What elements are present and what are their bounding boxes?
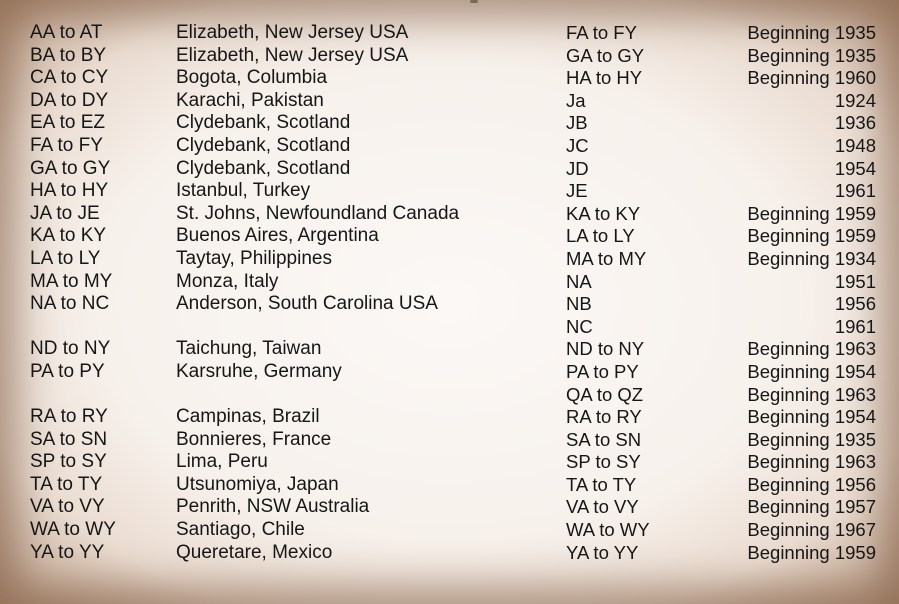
serial-prefix-range: JA to JE (30, 202, 100, 224)
start-year: Beginning 1959 (747, 202, 876, 224)
date-row (566, 519, 876, 542)
factory-location: St. Johns, Newfoundland Canada (176, 202, 460, 224)
serial-prefix-range: HA to HY (30, 180, 109, 202)
factory-location: Elizabeth, New Jersey USA (176, 44, 409, 66)
location-row (30, 158, 500, 181)
start-year: 1961 (834, 315, 876, 337)
serial-prefix-range: SP to SY (566, 451, 641, 473)
start-year: 1956 (834, 293, 876, 315)
factory-location: Clydebank, Scotland (176, 112, 351, 134)
serial-prefix-range: FA to FY (30, 134, 103, 156)
location-row (30, 361, 500, 384)
factory-location: Monza, Italy (176, 270, 279, 292)
start-year: 1936 (834, 112, 876, 134)
start-year: Beginning 1963 (747, 338, 876, 360)
start-year: Beginning 1959 (747, 541, 876, 563)
serial-prefix-range: QA to QZ (566, 383, 644, 405)
serial-prefix-range: KA to KY (30, 225, 107, 247)
location-row (30, 519, 500, 542)
date-row (566, 271, 876, 294)
serial-prefix-range: MA to MY (566, 247, 647, 269)
serial-prefix-range: GA to GY (566, 44, 645, 66)
serial-prefix-range: JC (566, 134, 589, 156)
start-year: Beginning 1963 (747, 383, 876, 405)
start-year: Beginning 1954 (747, 360, 876, 382)
location-row (30, 112, 500, 135)
location-row (30, 135, 500, 158)
factory-location: Penrith, NSW Australia (176, 496, 370, 518)
serial-prefix-range: RA to RY (30, 406, 108, 428)
factory-location: Clydebank, Scotland (176, 157, 351, 179)
serial-prefix-range: CA to CY (30, 67, 109, 89)
serial-prefix-range: SP to SY (30, 451, 107, 473)
serial-prefix-range: SA to SN (566, 428, 642, 450)
serial-prefix-range: TA to TY (30, 473, 103, 495)
factory-location: Lima, Peru (176, 451, 268, 473)
location-row (30, 474, 500, 497)
location-row (30, 45, 500, 68)
serial-prefix-range: RA to RY (566, 406, 642, 428)
serial-prefix-range: GA to GY (30, 157, 111, 179)
serial-prefix-range: LA to LY (30, 247, 101, 269)
serial-prefix-range: JB (566, 112, 588, 134)
serial-prefix-range: PA to PY (30, 360, 105, 382)
start-year: Beginning 1954 (747, 406, 876, 428)
factory-location: Buenos Aires, Argentina (176, 225, 379, 247)
serial-prefix-range: WA to WY (566, 519, 650, 541)
date-row (566, 22, 876, 45)
serial-prefix-range: HA to HY (566, 67, 643, 89)
date-row (566, 45, 876, 68)
date-row (566, 135, 876, 158)
spacer-row (30, 384, 500, 407)
factory-location: Karsruhe, Germany (176, 360, 342, 382)
serial-prefix-range: LA to LY (566, 225, 635, 247)
serial-prefix-range: YA to YY (30, 541, 105, 563)
location-row (30, 271, 500, 294)
date-row (566, 406, 876, 429)
spacer-row (30, 316, 500, 339)
date-row (566, 203, 876, 226)
ink-smudge (470, 0, 478, 3)
factory-location: Bonnieres, France (176, 428, 332, 450)
serial-prefix-range: NC (566, 315, 593, 337)
location-row (30, 203, 500, 226)
factory-location: Anderson, South Carolina USA (176, 293, 438, 315)
date-row (566, 384, 876, 407)
location-row (30, 225, 500, 248)
date-row (566, 451, 876, 474)
serial-prefix-range: BA to BY (30, 44, 107, 66)
start-year: Beginning 1967 (747, 519, 876, 541)
factory-location: Istanbul, Turkey (176, 180, 311, 202)
serial-dates-column (566, 22, 876, 564)
location-row (30, 22, 500, 45)
start-year: 1954 (834, 157, 876, 179)
start-year: Beginning 1956 (747, 473, 876, 495)
serial-prefix-range: EA to EZ (30, 112, 105, 134)
location-row (30, 90, 500, 113)
factory-location: Campinas, Brazil (176, 406, 320, 428)
factory-location: Elizabeth, New Jersey USA (176, 22, 409, 43)
factory-location: Santiago, Chile (176, 519, 305, 541)
serial-prefix-range: FA to FY (566, 22, 637, 43)
date-row (566, 67, 876, 90)
date-row (566, 361, 876, 384)
factory-location: Clydebank, Scotland (176, 134, 351, 156)
serial-prefix-range: AA to AT (30, 22, 103, 43)
date-row (566, 429, 876, 452)
date-row (566, 316, 876, 339)
location-row (30, 496, 500, 519)
start-year: Beginning 1963 (747, 451, 876, 473)
serial-prefix-range: JE (566, 180, 588, 202)
start-year: Beginning 1934 (747, 247, 876, 269)
date-row (566, 225, 876, 248)
date-row (566, 542, 876, 565)
date-row (566, 180, 876, 203)
start-year: Beginning 1935 (747, 428, 876, 450)
date-row (566, 112, 876, 135)
serial-prefix-range: NA (566, 270, 592, 292)
serial-prefix-range: Ja (566, 89, 586, 111)
factory-location: Queretare, Mexico (176, 541, 333, 563)
date-row (566, 496, 876, 519)
date-row (566, 158, 876, 181)
factory-location: Taytay, Philippines (176, 247, 332, 269)
serial-prefix-range: ND to NY (566, 338, 645, 360)
serial-prefix-range: ND to NY (30, 338, 111, 360)
serial-prefix-range: DA to DY (30, 89, 109, 111)
location-row (30, 451, 500, 474)
location-row (30, 542, 500, 565)
serial-prefix-range: YA to YY (566, 541, 639, 563)
serial-prefix-range: NA to NC (30, 293, 110, 315)
factory-location: Utsunomiya, Japan (176, 473, 339, 495)
serial-prefix-range: VA to VY (566, 496, 639, 518)
start-year: Beginning 1935 (747, 44, 876, 66)
start-year: Beginning 1960 (747, 67, 876, 89)
serial-prefix-range: NB (566, 293, 592, 315)
start-year: Beginning 1957 (747, 496, 876, 518)
date-row (566, 90, 876, 113)
location-row (30, 180, 500, 203)
start-year: 1948 (834, 134, 876, 156)
start-year: Beginning 1959 (747, 225, 876, 247)
serial-prefix-range: PA to PY (566, 360, 639, 382)
date-row (566, 474, 876, 497)
factory-location: Taichung, Taiwan (176, 338, 322, 360)
start-year: Beginning 1935 (747, 22, 876, 43)
date-row (566, 338, 876, 361)
start-year: 1924 (834, 89, 876, 111)
serial-prefix-range: WA to WY (30, 519, 116, 541)
start-year: 1961 (834, 180, 876, 202)
location-row (30, 67, 500, 90)
serial-prefix-range: TA to TY (566, 473, 637, 495)
date-row (566, 293, 876, 316)
serial-prefix-range: VA to VY (30, 496, 105, 518)
location-row (30, 293, 500, 316)
date-row (566, 248, 876, 271)
serial-prefix-range: SA to SN (30, 428, 108, 450)
serial-prefix-range: MA to MY (30, 270, 113, 292)
factory-location: Bogota, Columbia (176, 67, 328, 89)
location-row (30, 248, 500, 271)
serial-prefix-range: JD (566, 157, 589, 179)
start-year: 1951 (834, 270, 876, 292)
serial-prefix-range: KA to KY (566, 202, 641, 224)
location-row (30, 338, 500, 361)
location-row (30, 429, 500, 452)
plant-locations-column (30, 22, 500, 564)
location-row (30, 406, 500, 429)
factory-location: Karachi, Pakistan (176, 89, 324, 111)
